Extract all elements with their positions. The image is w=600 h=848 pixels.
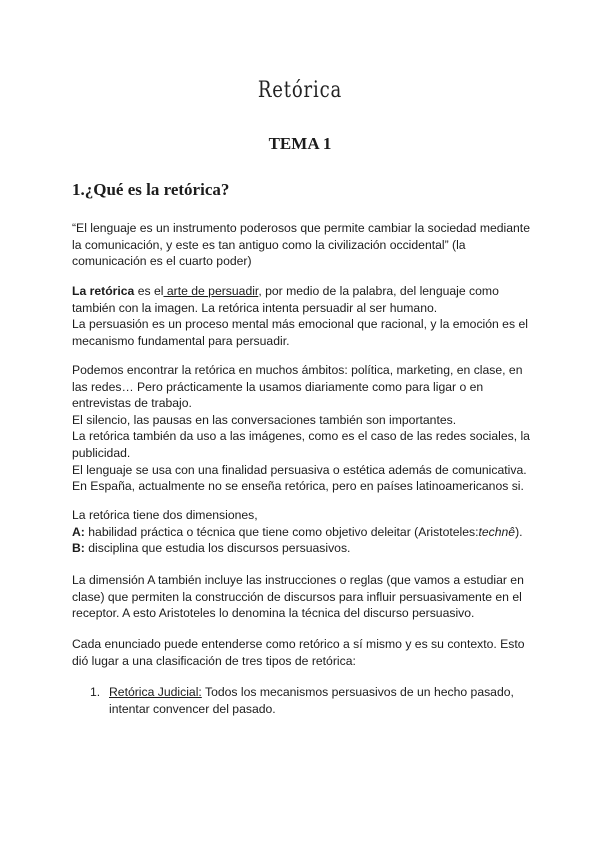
definition-line: mecanismo fundamental para persuadir.	[72, 333, 290, 348]
definition-term: La retórica	[72, 284, 135, 298]
list-item-first-line	[109, 684, 539, 701]
section-heading: 1.¿Qué es la retórica?	[72, 180, 230, 199]
clasificacion-line: Cada enunciado puede entenderse como retórico a sí mismo y es su contexto. Esto	[72, 637, 525, 651]
definition-link: arte de persuadir	[163, 284, 259, 298]
dimension-b-label: B:	[72, 541, 85, 556]
quote-line: “El lenguaje es un instrumento poderosos que permite cambiar la sociedad mediante	[72, 221, 530, 235]
definition-first-line	[72, 283, 542, 300]
dimension-a-end: ).	[515, 524, 523, 539]
ambitos-paragraph	[72, 362, 542, 495]
definition-line: La persuasión es un proceso mental más emocional que racional, y la emoción es el	[72, 317, 528, 332]
dimension-a-label: A:	[72, 524, 85, 539]
ambitos-line: las redes… Pero prácticamente la usamos diariamente como para ligar o en	[72, 379, 484, 394]
dimension-b-line	[72, 540, 542, 557]
definition-rest: , por medio de la palabra, del lenguaje como	[258, 284, 499, 298]
dimension-a-italic: technê	[478, 524, 516, 539]
definition-connector: es el	[134, 284, 164, 298]
ambitos-line: En España, actualmente no se enseña retórica, pero en países latinoamericanos si.	[72, 479, 524, 494]
quote-paragraph	[72, 220, 542, 270]
list-item-label: Retórica Judicial:	[109, 685, 202, 699]
dimension-a-paragraph-line: La dimensión A también incluye las instrucciones o reglas (que vamos a estudiar en	[72, 573, 524, 587]
document-subtitle: TEMA 1	[268, 134, 332, 153]
dimension-a-paragraph-line: clase) que permiten la construcción de discursos para influir persuasivamente en el	[72, 589, 522, 604]
list-item-number: 1.	[90, 685, 101, 699]
quote-line: la comunicación, y este es tan antiguo como la civilización occidental” (la	[72, 237, 466, 252]
ambitos-line: El silencio, las pausas en las conversaciones también son importantes.	[72, 412, 457, 427]
quote-line: comunicación es el cuarto poder)	[72, 254, 252, 269]
clasificacion-line: dió lugar a una clasificación de tres tipos de retórica:	[72, 653, 356, 668]
dimension-b-text: disciplina que estudia los discursos persuasivos.	[84, 541, 351, 556]
ambitos-line: entrevistas de trabajo.	[72, 396, 192, 411]
ambitos-line: publicidad.	[72, 445, 131, 460]
dimension-a-line	[72, 524, 542, 541]
definition-line: también con la imagen. La retórica intenta persuadir al ser humano.	[72, 300, 438, 315]
list-item-second-line: intentar convencer del pasado.	[109, 701, 276, 716]
dimension-a-paragraph-line: receptor. A esto Aristoteles lo denomina la técnica del discurso persuasivo.	[72, 606, 475, 621]
clasificacion-paragraph	[72, 636, 542, 669]
ambitos-line: La retórica también da uso a las imágenes, como es el caso de las redes sociales, la	[72, 429, 530, 444]
dimension-a-paragraph	[72, 572, 542, 622]
definition-paragraph	[72, 283, 542, 349]
list-item-text: Todos los mecanismos persuasivos de un hecho pasado,	[201, 685, 514, 699]
dimensiones-paragraph	[72, 507, 542, 557]
dimension-a-text: habilidad práctica o técnica que tiene como objetivo deleitar (Aristoteles:	[84, 524, 479, 539]
ambitos-line: El lenguaje se usa con una finalidad persuasiva o estética además de comunicativa.	[72, 462, 527, 477]
document-title: Retórica	[257, 78, 343, 103]
ambitos-line: Podemos encontrar la retórica en muchos ámbitos: política, marketing, en clase, en	[72, 363, 523, 377]
list-item-body	[109, 684, 539, 717]
dimensiones-intro: La retórica tiene dos dimensiones,	[72, 508, 258, 522]
